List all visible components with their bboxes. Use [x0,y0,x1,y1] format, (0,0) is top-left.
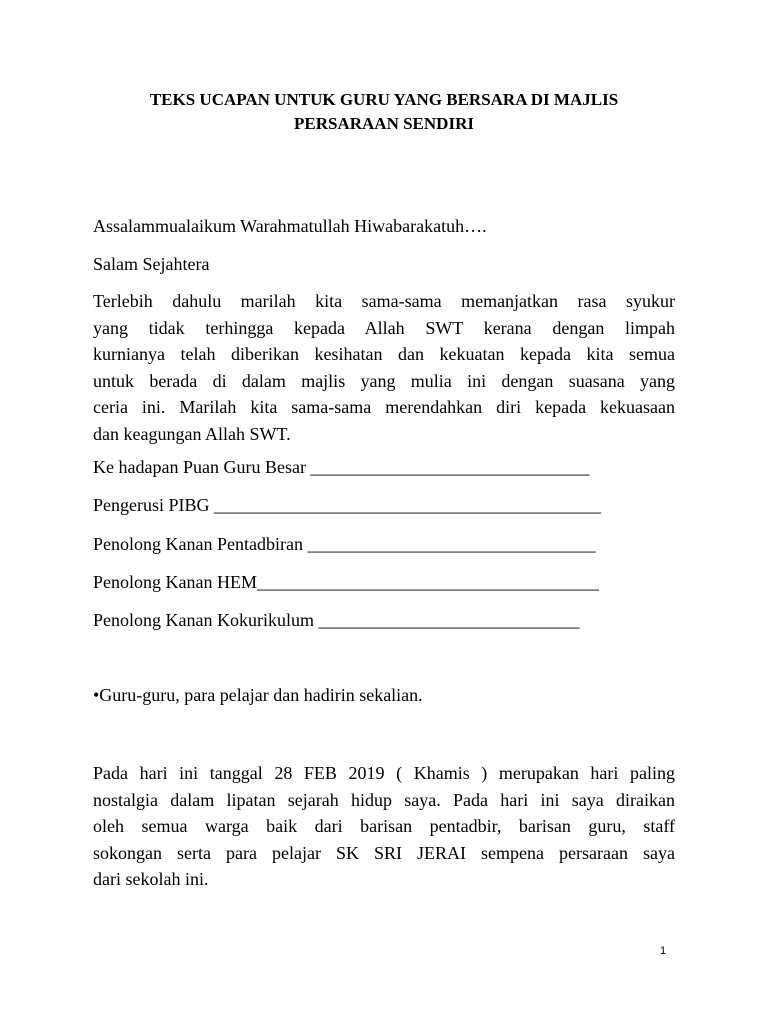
retirement-paragraph-line: sokongan serta para pelajar SK SRI JERAI sempena persaraan saya [93,842,675,863]
opening-paragraph-line: yang tidak terhingga kepada Allah SWT kerana dengan limpah [93,317,675,338]
opening-paragraph-line: dan keagungan Allah SWT. [93,423,291,444]
retirement-paragraph-line: nostalgia dalam lipatan sejarah hidup saya. Pada hari ini saya diraikan [93,789,675,810]
opening-paragraph-line: kurnianya telah diberikan kesihatan dan kekuatan kepada kita semua [93,344,675,364]
retirement-paragraph-line: dari sekolah ini. [93,869,209,889]
greeting-general: Salam Sejahtera [93,254,210,274]
audience-greeting: •Guru-guru, para pelajar dan hadirin sekalian. [93,685,423,705]
retirement-paragraph-line: oleh semua warga baik dari barisan pentadbir, barisan guru, staff [93,816,675,836]
document-title-line-2: PERSARAAN SENDIRI [294,114,474,133]
opening-paragraph-line: Terlebih dahulu marilah kita sama-sama memanjatkan rasa syukur [93,291,675,311]
document-title-line-1: TEKS UCAPAN UNTUK GURU YANG BERSARA DI MAJLIS [149,90,619,109]
opening-paragraph [93,288,675,447]
addressee-guru-besar: Ke hadapan Puan Guru Besar _______________________________ [93,457,590,477]
addressee-pengerusi-pibg: Pengerusi PIBG ___________________________________________ [93,495,601,515]
opening-paragraph-line: ceria ini. Marilah kita sama-sama merendahkan diri kepada kekuasaan [93,397,675,417]
retirement-paragraph [93,760,675,893]
opening-paragraph-line: untuk berada di dalam majlis yang mulia ini dengan suasana yang [93,370,675,391]
addressee-pk-kokurikulum: Penolong Kanan Kokurikulum _____________________________ [93,610,580,630]
addressee-pk-hem: Penolong Kanan HEM______________________________________ [93,572,599,592]
retirement-paragraph-line: Pada hari ini tanggal 28 FEB 2019 ( Khamis ) merupakan hari paling [93,763,675,783]
greeting-islamic: Assalammualaikum Warahmatullah Hiwabarakatuh…. [93,216,487,236]
page-number: 1 [660,945,667,957]
addressee-pk-pentadbiran: Penolong Kanan Pentadbiran ________________________________ [93,534,596,554]
